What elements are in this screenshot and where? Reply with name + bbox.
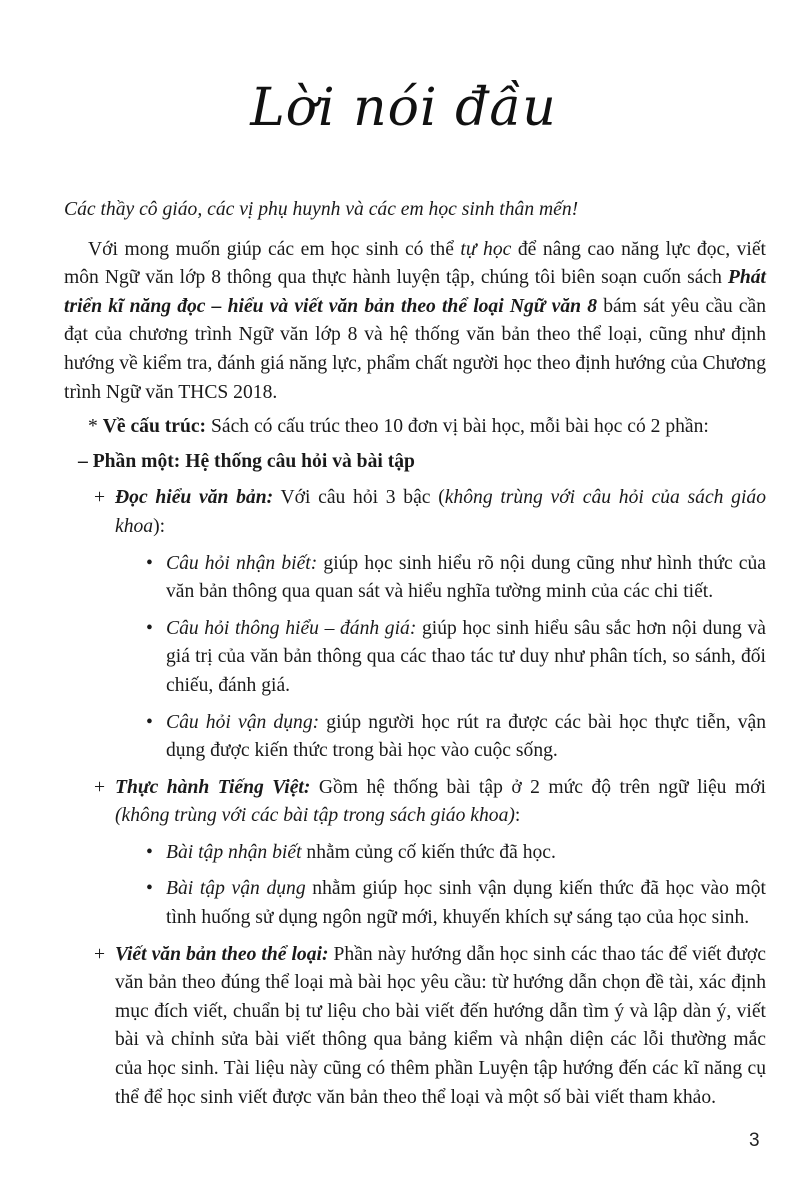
reading-section bbox=[64, 484, 766, 541]
reading-text-end: ): bbox=[153, 515, 166, 537]
practice-text: Gồm hệ thống bài tập ở 2 mức độ trên ngữ liệu mới bbox=[310, 776, 766, 798]
intro-text-2: để nâng cao năng lực đọc, viết môn Ngữ văn lớp 8 thông qua thực hành luyện tập, chúng tôi biên soạn cuốn sách bbox=[64, 238, 766, 289]
writing-section bbox=[64, 941, 766, 1113]
intro-text-3: bám sát yêu cầu cần đạt của chương trình Ngữ văn lớp 8 và hệ thống văn bản theo thể loại, cũng như định hướng về kiểm tra, đánh giá năng lực, phẩm chất người học theo định hướng của Chương trình Ngữ văn THCS 2018. bbox=[64, 295, 766, 403]
bullet-label: Câu hỏi nhận biết: bbox=[166, 552, 318, 574]
structure-text: Sách có cấu trúc theo 10 đơn vị bài học, mỗi bài học có 2 phần: bbox=[206, 416, 709, 438]
bullet-icon: • bbox=[146, 841, 153, 863]
writing-text: Phần này hướng dẫn học sinh các thao tác để viết được văn bản theo đúng thể loại mà bài học yêu cầu: từ hướng dẫn chọn đề tài, xác định mục đích viết, chuẩn bị tư liệu cho bài viết đến hướng dẫn tìm ý và lập dàn ý, viết bài và chỉnh sửa bài viết thông qua bảng kiểm và nhận diện các lỗi thường mắc của học sinh. Tài liệu này cũng có thêm phần Luyện tập hướng đến các kĩ năng cụ thể để học sinh viết được văn bản theo thể loại và một số bài viết tham khảo. bbox=[115, 943, 766, 1108]
reading-label: Đọc hiểu văn bản: bbox=[115, 487, 274, 509]
page-number: 3 bbox=[749, 1130, 760, 1151]
bullet-text: nhằm giúp học sinh vận dụng kiến thức đã học vào một tình huống sử dụng ngôn ngữ mới, khuyến khích sự sáng tạo của học sinh. bbox=[166, 878, 766, 929]
bullet-label: Câu hỏi vận dụng: bbox=[166, 711, 320, 733]
page-title: Lời nói đầu bbox=[250, 78, 557, 138]
reading-text: Với câu hỏi 3 bậc ( bbox=[273, 487, 445, 509]
book-title: Phát triển kĩ năng đọc – hiểu và viết văn bản theo thể loại Ngữ văn 8 bbox=[64, 267, 766, 317]
bullet-label: Bài tập vận dụng bbox=[166, 878, 306, 900]
structure-line bbox=[64, 413, 766, 442]
practice-section bbox=[64, 774, 766, 831]
practice-text-end: : bbox=[514, 805, 521, 827]
bullet-text: giúp học sinh hiểu rõ nội dung cũng như hình thức của văn bản thông qua quan sát và hiểu nghĩa tường minh của các chi tiết. bbox=[166, 552, 766, 603]
bullet-text: nhằm củng cố kiến thức đã học. bbox=[301, 841, 556, 863]
self-study-emphasis: tự học bbox=[460, 238, 512, 260]
intro-text-1: Với mong muốn giúp các em học sinh có thể bbox=[88, 238, 461, 260]
bullet-text: giúp người học rút ra được các bài học thực tiễn, vận dụng được kiến thức trong bài học vào cuộc sống. bbox=[166, 711, 766, 762]
practice-label: Thực hành Tiếng Việt: bbox=[115, 776, 311, 798]
list-item bbox=[64, 550, 766, 607]
bullet-icon: • bbox=[146, 552, 153, 574]
list-item bbox=[64, 839, 766, 868]
plus-marker: + bbox=[94, 487, 106, 509]
structure-label: Về cấu trúc: bbox=[102, 416, 207, 438]
practice-note: (không trùng với các bài tập trong sách giáo khoa) bbox=[115, 805, 515, 827]
list-item bbox=[64, 615, 766, 701]
asterisk-marker: * bbox=[88, 416, 98, 438]
bullet-text: giúp học sinh hiểu sâu sắc hơn nội dung và giá trị của văn bản thông qua các thao tác tư duy như phân tích, so sánh, đối chiếu, đánh giá. bbox=[166, 617, 766, 696]
preface-body bbox=[64, 196, 766, 1120]
writing-label: Viết văn bản theo thể loại: bbox=[115, 943, 329, 965]
bullet-icon: • bbox=[146, 617, 153, 639]
bullet-icon: • bbox=[146, 711, 153, 733]
plus-marker: + bbox=[94, 776, 106, 798]
reading-note: không trùng với câu hỏi của sách giáo khoa bbox=[115, 487, 767, 537]
bullet-label: Bài tập nhận biết bbox=[166, 841, 302, 863]
list-item bbox=[64, 709, 766, 766]
bullet-label: Câu hỏi thông hiểu – đánh giá: bbox=[166, 617, 417, 639]
greeting: Các thầy cô giáo, các vị phụ huynh và các em học sinh thân mến! bbox=[64, 199, 579, 220]
intro-paragraph bbox=[64, 236, 766, 408]
bullet-icon: • bbox=[146, 878, 153, 900]
plus-marker: + bbox=[94, 943, 106, 965]
list-item bbox=[64, 875, 766, 932]
part-one-heading: – Phần một: Hệ thống câu hỏi và bài tập bbox=[78, 450, 415, 472]
